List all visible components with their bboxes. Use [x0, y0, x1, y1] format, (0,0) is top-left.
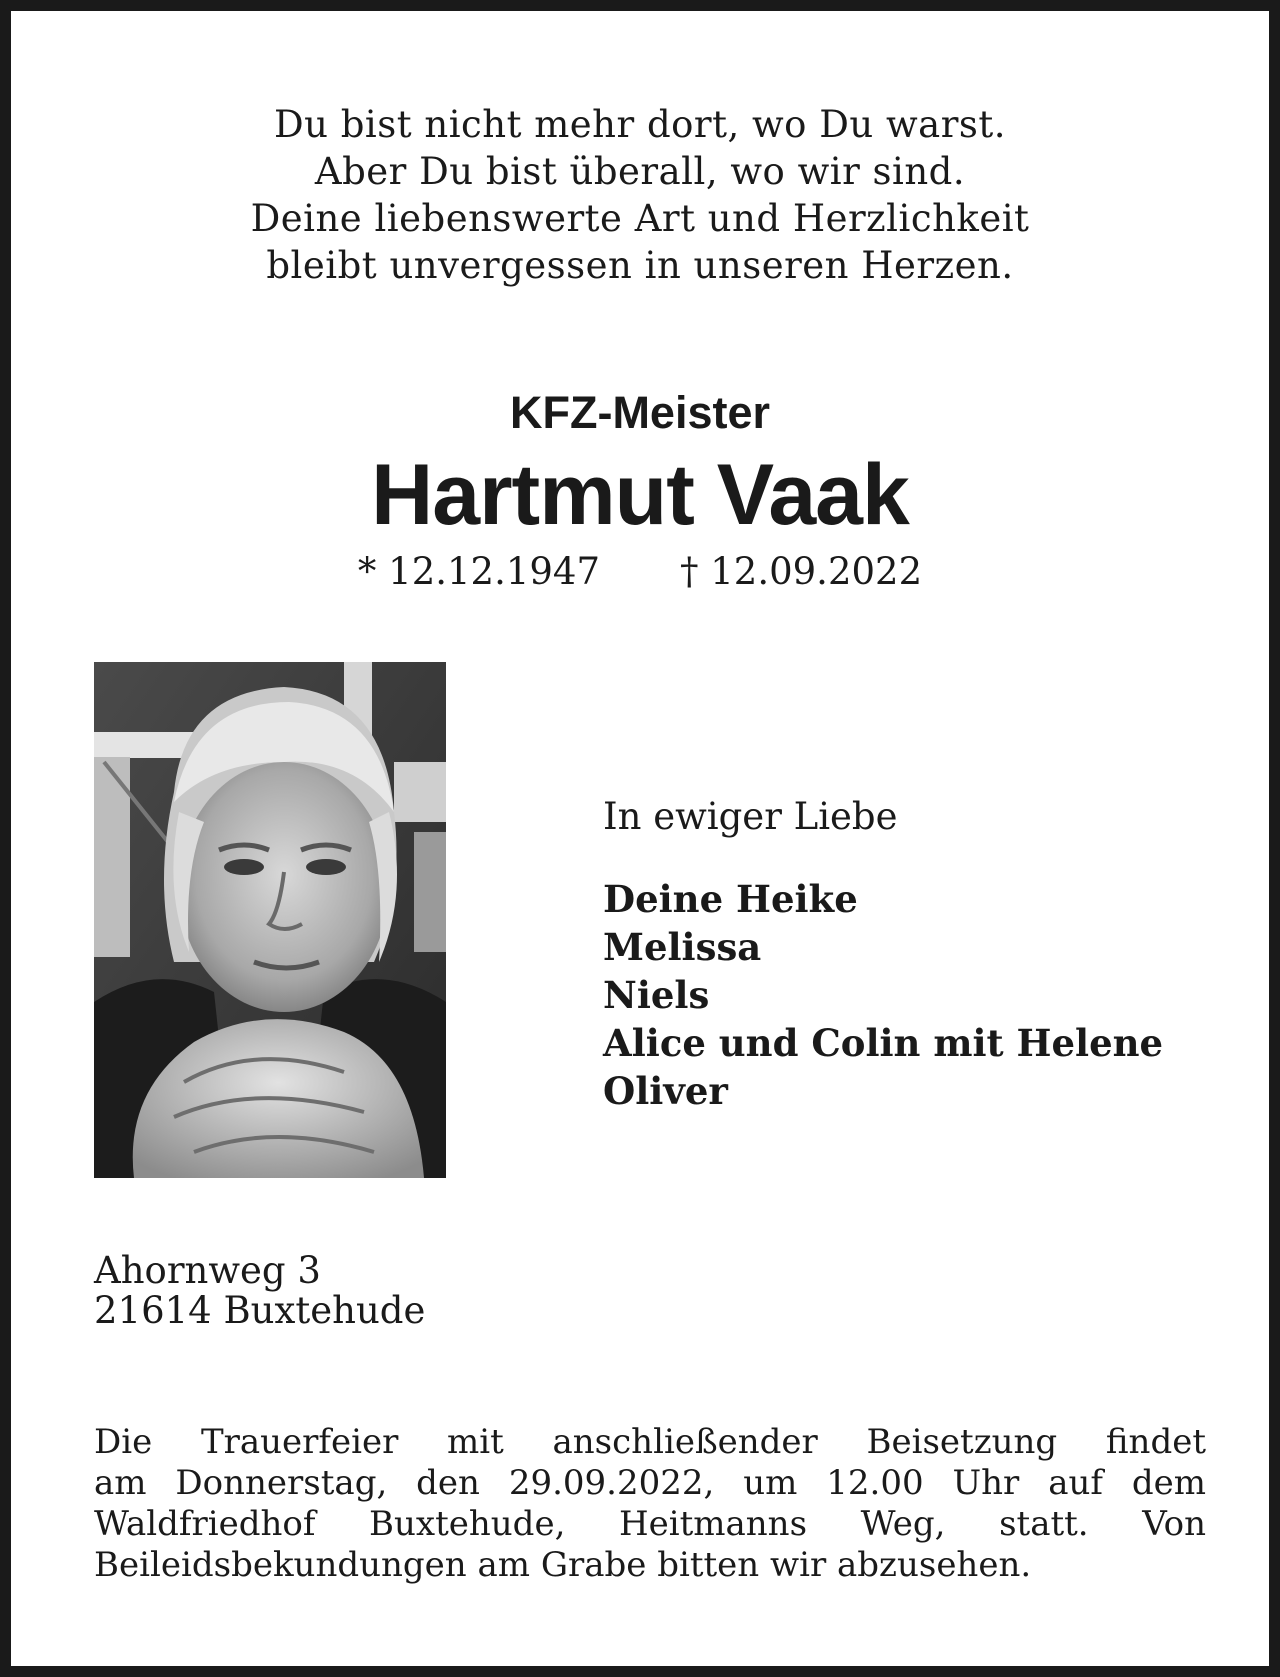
poem-line: Deine liebenswerte Art und Herzlichkeit [250, 197, 1030, 240]
poem-line: Aber Du bist überall, wo wir sind. [314, 150, 966, 193]
family-member: Alice und Colin mit Helene [603, 1021, 1164, 1065]
poem-line: Du bist nicht mehr dort, wo Du warst. [273, 103, 1007, 146]
address-street: Ahornweg 3 [94, 1249, 321, 1292]
notice-line: Beileidsbekundungen am Grabe bitten wir abzusehen. [94, 1545, 1032, 1585]
birth-date: * 12.12.1947 [357, 550, 600, 593]
family-member: Melissa [603, 925, 762, 969]
funeral-notice [94, 1422, 1206, 1586]
family-member: Oliver [603, 1069, 728, 1113]
memorial-poem [11, 101, 1269, 289]
deceased-name: Hartmut Vaak [371, 447, 909, 543]
mourner-address [94, 1251, 425, 1331]
poem-line: bleibt unvergessen in unseren Herzen. [266, 244, 1014, 287]
family-member: Niels [603, 973, 710, 1017]
family-member: Deine Heike [603, 877, 858, 921]
notice-line: Die Trauerfeier mit anschließender Beisetzung findet [94, 1422, 1206, 1462]
life-dates [11, 548, 1269, 596]
profession-title: KFZ-Meister [509, 387, 771, 438]
death-date: † 12.09.2022 [680, 550, 923, 593]
family-intro: In ewiger Liebe [603, 795, 898, 838]
family-signatures [603, 793, 1163, 1115]
notice-line: am Donnerstag, den 29.09.2022, um 12.00 Uhr auf dem [94, 1463, 1206, 1503]
notice-line: Waldfriedhof Buxtehude, Heitmanns Weg, statt. Von [94, 1504, 1206, 1544]
portrait-photo [94, 662, 446, 1178]
address-city: 21614 Buxtehude [94, 1289, 426, 1332]
